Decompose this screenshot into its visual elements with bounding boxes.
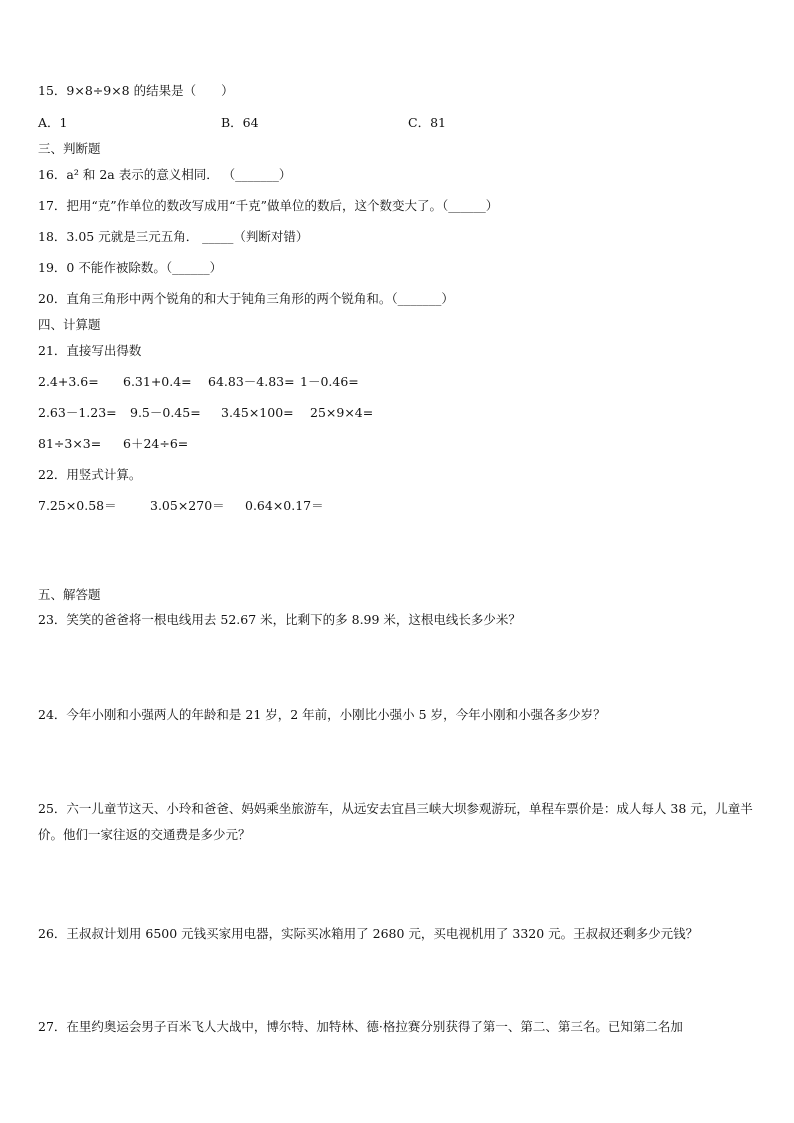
question-21-title: 21．直接写出得数	[38, 343, 142, 358]
calc-item: 25×9×4=	[310, 405, 374, 420]
option-c: C．81	[408, 115, 446, 130]
question-22-title: 22．用竖式计算。	[38, 467, 142, 482]
question-26: 26．王叔叔计划用 6500 元钱买家用电器，实际买冰箱用了 2680 元，买电视机用了 3320 元。王叔叔还剩多少元钱？	[38, 926, 699, 941]
calc-item: 64.83－4.83=	[208, 374, 295, 389]
option-b: B．64	[221, 115, 259, 130]
calc-item: 2.63－1.23=	[38, 405, 117, 420]
question-15-text: 15．9×8÷9×8 的结果是（ ）	[38, 83, 234, 98]
section-title-judgement: 三、判断题	[38, 141, 101, 156]
question-19: 19．0 不能作被除数。（______）	[38, 260, 223, 275]
calc-item: 9.5－0.45=	[130, 405, 201, 420]
calc-item: 1－0.46=	[300, 374, 359, 389]
calc-item: 6＋24÷6=	[123, 436, 189, 451]
calc-item: 2.4+3.6=	[38, 374, 99, 389]
question-23: 23．笑笑的爸爸将一根电线用去 52.67 米，比剩下的多 8.99 米，这根电线长多少米？	[38, 612, 521, 627]
question-25: 25．六一儿童节这天、小玲和爸爸、妈妈乘坐旅游车，从远安去宜昌三峡大坝参观游玩，单程车票价是：成人每人 38 元，儿童半价。他们一家往返的交通费是多少元？	[38, 801, 753, 842]
question-16: 16．a² 和 2a 表示的意义相同． （_______）	[38, 167, 292, 182]
calc-item: 7.25×0.58＝	[38, 498, 117, 513]
calc-item: 3.45×100=	[221, 405, 294, 420]
section-title-word-problems: 五、解答题	[38, 587, 101, 602]
calc-item: 81÷3×3=	[38, 436, 102, 451]
section-title-calculation: 四、计算题	[38, 317, 101, 332]
calc-item: 3.05×270＝	[150, 498, 225, 513]
question-20: 20．直角三角形中两个锐角的和大于钝角三角形的两个锐角和。（_______）	[38, 291, 454, 306]
calc-item: 0.64×0.17＝	[245, 498, 324, 513]
question-27: 27．在里约奥运会男子百米飞人大战中，博尔特、加特林、德·格拉赛分别获得了第一、第二、第三名。已知第二名加	[38, 1019, 683, 1034]
question-17: 17．把用“克”作单位的数改写成用“千克”做单位的数后，这个数变大了。（______）	[38, 198, 499, 213]
question-24: 24．今年小刚和小强两人的年龄和是 21 岁，2 年前，小刚比小强小 5 岁，今年小刚和小强各多少岁？	[38, 707, 606, 722]
option-a: A．1	[38, 115, 68, 130]
question-18: 18．3.05 元就是三元五角． _____（判断对错）	[38, 229, 309, 244]
calc-item: 6.31+0.4=	[123, 374, 192, 389]
